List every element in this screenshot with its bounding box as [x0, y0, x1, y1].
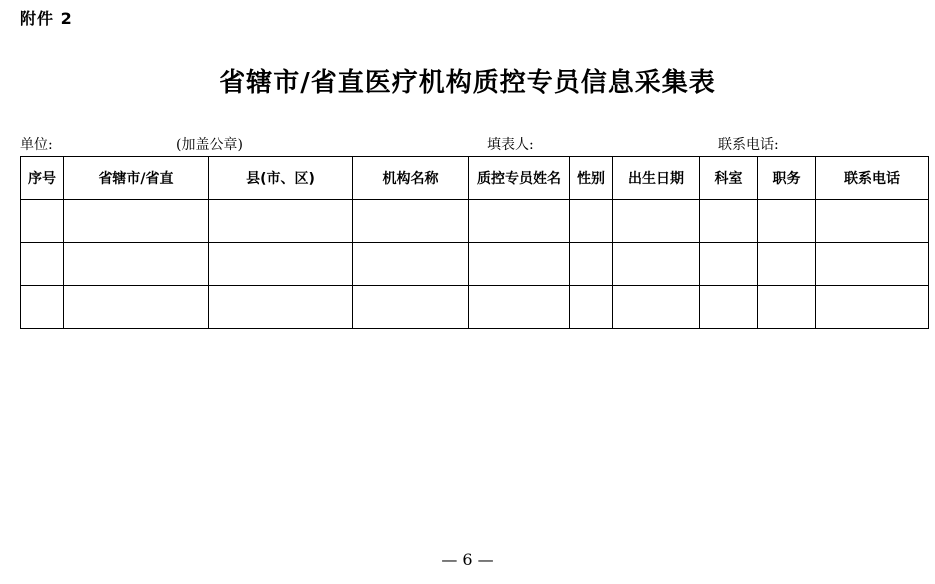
table-cell[interactable]: [209, 286, 353, 329]
table-cell[interactable]: [64, 286, 209, 329]
table-cell[interactable]: [700, 286, 758, 329]
unit-label: 单位:: [20, 137, 53, 153]
table-cell[interactable]: [613, 243, 700, 286]
header-birth-date: 出生日期: [613, 157, 700, 200]
table-cell[interactable]: [758, 200, 816, 243]
info-collection-table: [20, 156, 929, 329]
table-cell[interactable]: [469, 286, 570, 329]
table-cell[interactable]: [613, 200, 700, 243]
table-cell[interactable]: [21, 200, 64, 243]
table-cell[interactable]: [353, 286, 469, 329]
table-cell[interactable]: [816, 200, 929, 243]
header-gender: 性别: [570, 157, 613, 200]
table-cell[interactable]: [209, 200, 353, 243]
table-row: [21, 200, 929, 243]
table-cell[interactable]: [570, 286, 613, 329]
header-city: 省辖市/省直: [64, 157, 209, 200]
table-cell[interactable]: [816, 286, 929, 329]
phone-label: 联系电话:: [718, 137, 779, 153]
table-row: [21, 243, 929, 286]
table-cell[interactable]: [21, 286, 64, 329]
page-number: — 6 —: [441, 550, 494, 569]
header-position: 职务: [758, 157, 816, 200]
table-cell[interactable]: [570, 200, 613, 243]
table-row: [21, 286, 929, 329]
header-county: 县(市、区): [209, 157, 353, 200]
header-phone: 联系电话: [816, 157, 929, 200]
table-cell[interactable]: [469, 200, 570, 243]
table-cell[interactable]: [353, 200, 469, 243]
table-cell[interactable]: [700, 200, 758, 243]
header-institution: 机构名称: [353, 157, 469, 200]
table-cell[interactable]: [613, 286, 700, 329]
table-cell[interactable]: [209, 243, 353, 286]
attachment-label: 附件 2: [20, 9, 73, 28]
table-cell[interactable]: [816, 243, 929, 286]
header-index: 序号: [21, 157, 64, 200]
table-header-row: [21, 157, 929, 200]
table-cell[interactable]: [64, 243, 209, 286]
seal-note: (加盖公章): [176, 137, 243, 153]
table-cell[interactable]: [700, 243, 758, 286]
table-cell[interactable]: [21, 243, 64, 286]
table-cell[interactable]: [758, 243, 816, 286]
table-cell[interactable]: [64, 200, 209, 243]
table-cell[interactable]: [353, 243, 469, 286]
table-cell[interactable]: [758, 286, 816, 329]
table-cell[interactable]: [570, 243, 613, 286]
filler-label: 填表人:: [487, 137, 534, 153]
header-department: 科室: [700, 157, 758, 200]
header-specialist-name: 质控专员姓名: [469, 157, 570, 200]
table-cell[interactable]: [469, 243, 570, 286]
form-title: 省辖市/省直医疗机构质控专员信息采集表: [219, 68, 716, 98]
